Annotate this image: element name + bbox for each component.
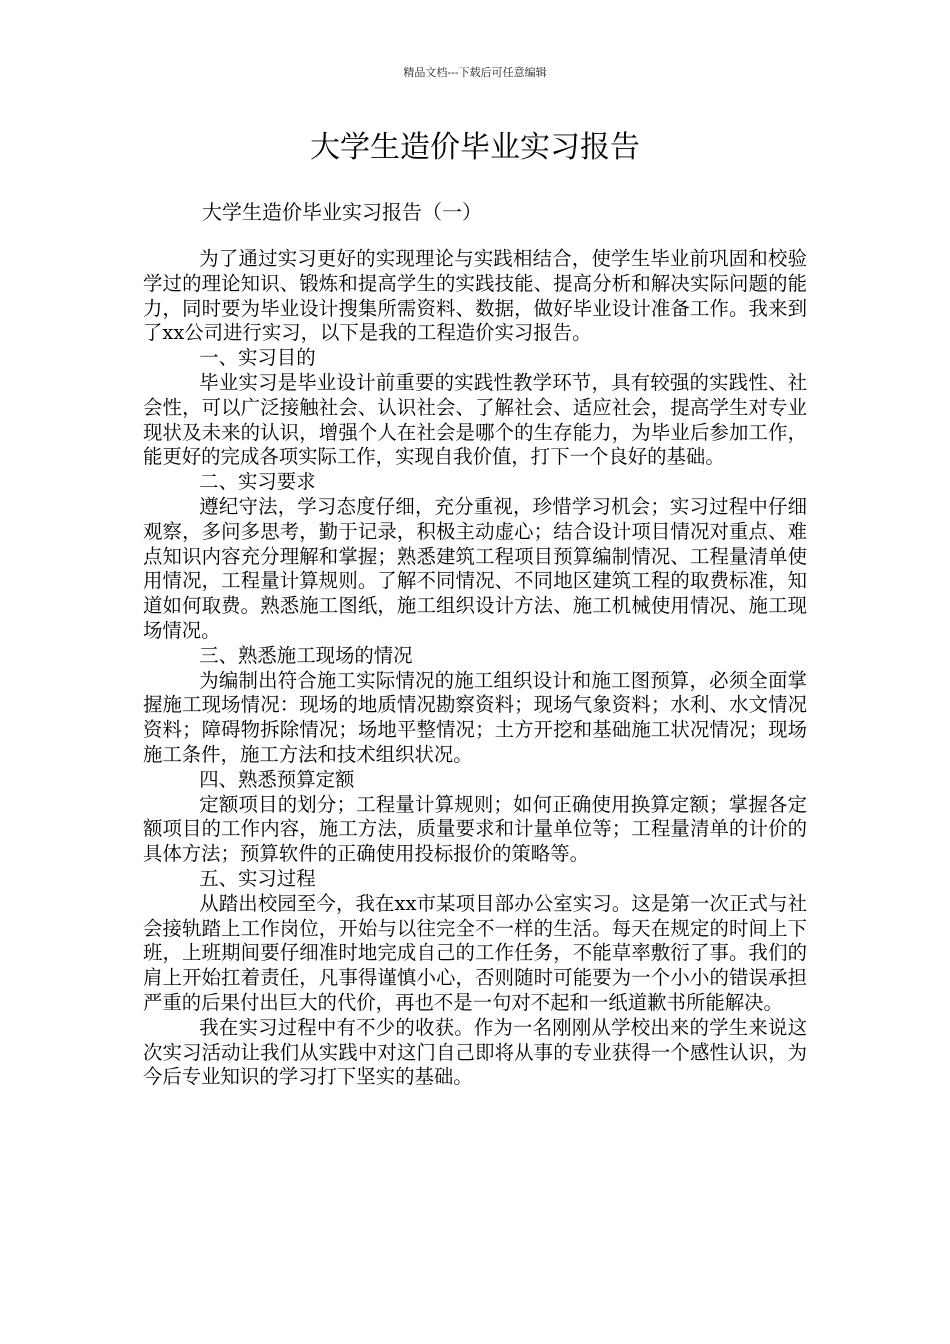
section-paragraph: 毕业实习是毕业设计前重要的实践性教学环节，具有较强的实践性、社会性，可以广泛接触社会、认识社会、了解社会、适应社会，提高学生对专业现状及未来的认识，增强个人在社会是哪个的生存能力，为毕业后参加工作，能更好的完成各项实际工作，实现自我价值，打下一个良好的基础。 xyxy=(143,370,807,469)
section-paragraph: 我在实习过程中有不少的收获。作为一名刚刚从学校出来的学生来说这次实习活动让我们从实践中对这门自己即将从事的专业获得一个感性认识，为今后专业知识的学习打下坚实的基础。 xyxy=(143,1015,807,1089)
section-heading-process: 五、实习过程 xyxy=(199,866,316,890)
header-note: 精品文档---下载后可任意编辑 xyxy=(403,66,547,79)
section-paragraph: 从踏出校园至今，我在xx市某项目部办公室实习。这是第一次正式与社会接轨踏上工作岗位，开始与以往完全不一样的生活。每天在规定的时间上下班，上班期间要仔细准时地完成自己的工作任务，不能草率敷衍了事。我们的肩上开始扛着责任，凡事得谨慎小心，否则随时可能要为一个小小的错误承担严重的后果付出巨大的代价，再也不是一句对不起和一纸道歉书所能解决。 xyxy=(143,891,807,1014)
section-heading-purpose: 一、实习目的 xyxy=(199,346,316,370)
section-heading-quota: 四、熟悉预算定额 xyxy=(199,767,355,791)
section-paragraph: 为编制出符合施工实际情况的施工组织设计和施工图预算，必须全面掌握施工现场情况：现场的地质情况勘察资料；现场气象资料；水利、水文情况资料；障碍物拆除情况；场地平整情况；土方开挖和基础施工状况情况；现场施工条件，施工方法和技术组织状况。 xyxy=(143,668,807,766)
section-paragraph: 定额项目的划分；工程量计算规则；如何正确使用换算定额；掌握各定额项目的工作内容，施工方法，质量要求和计量单位等；工程量清单的计价的具体方法；预算软件的正确使用投标报价的策略等。 xyxy=(143,792,807,866)
document-title: 大学生造价毕业实习报告 xyxy=(310,130,640,165)
section-heading-site: 三、熟悉施工现场的情况 xyxy=(199,643,413,667)
section-heading-requirements: 二、实习要求 xyxy=(199,470,316,494)
section-paragraph: 遵纪守法，学习态度仔细，充分重视，珍惜学习机会；实习过程中仔细观察，多问多思考，勤于记录，积极主动虚心；结合设计项目情况对重点、难点知识内容充分理解和掌握；熟悉建筑工程项目预算编制情况、工程量清单使用情况，工程量计算规则。了解不同情况、不同地区建筑工程的取费标准，知道如何取费。熟悉施工图纸，施工组织设计方法、施工机械使用情况、施工现场情况。 xyxy=(143,494,807,642)
document-subtitle: 大学生造价毕业实习报告（一） xyxy=(202,200,482,224)
intro-paragraph: 为了通过实习更好的实现理论与实践相结合，使学生毕业前巩固和校验学过的理论知识、锻炼和提高学生的实践技能、提高分析和解决实际问题的能力，同时要为毕业设计搜集所需资料、数据，做好毕业设计准备工作。我来到了xx公司进行实习，以下是我的工程造价实习报告。 xyxy=(143,247,807,345)
document-body xyxy=(143,247,807,1090)
